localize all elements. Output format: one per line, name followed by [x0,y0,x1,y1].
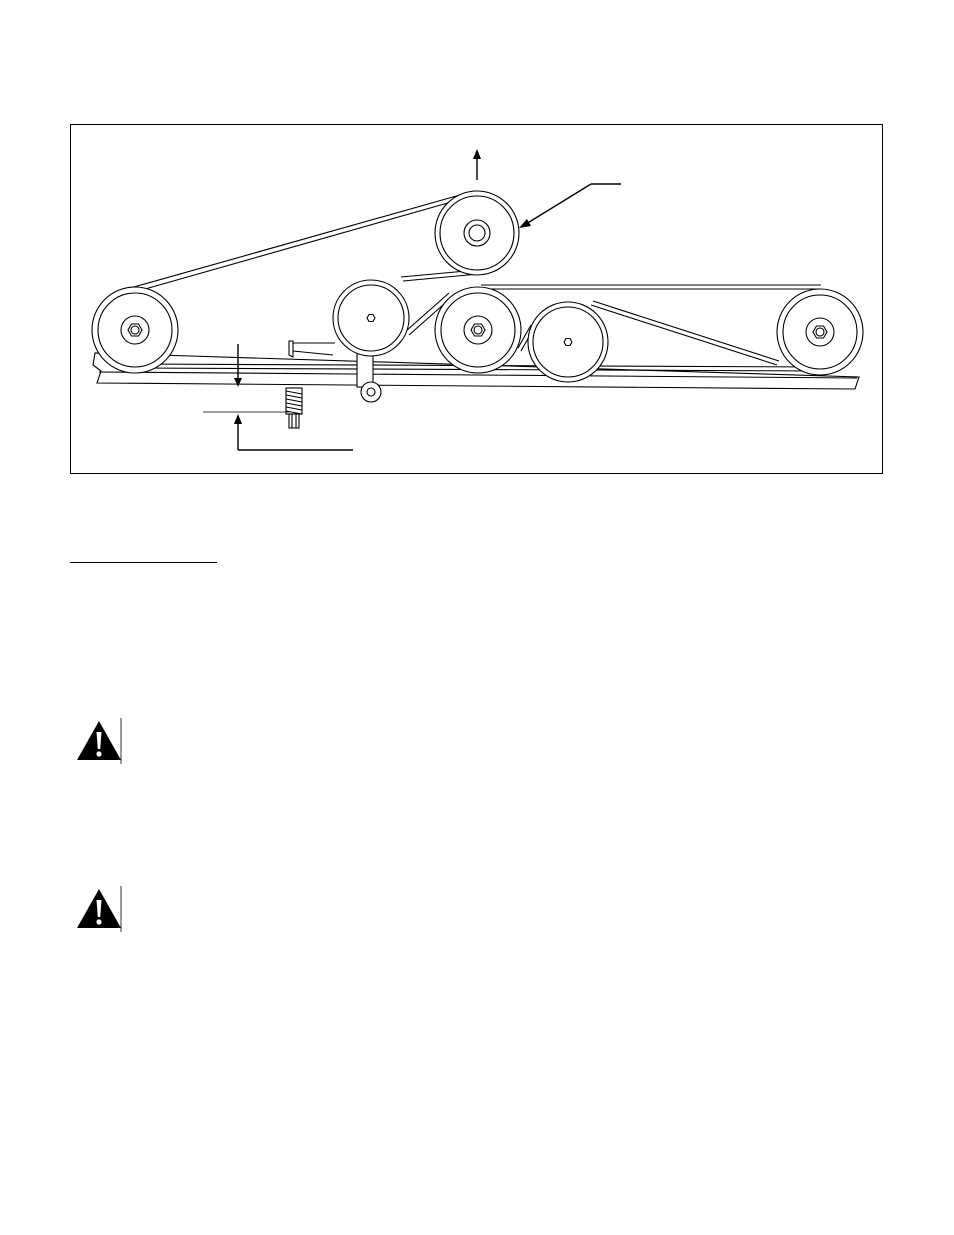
right-pulley [777,289,863,375]
small-idler-pulley [528,302,608,382]
leader-arrow-idler [526,184,621,224]
belt-drive-diagram [71,125,884,475]
tension-idler-pulley [435,191,519,275]
left-pulley [92,287,178,373]
up-arrow-icon [473,149,481,180]
center-right-pulley [435,287,521,373]
leader-arrowhead [519,219,531,228]
belt-diagram-figure [70,124,883,474]
section-heading-underline [70,562,217,563]
warning-triangle-icon [74,886,124,932]
warning-triangle-icon [74,718,124,764]
